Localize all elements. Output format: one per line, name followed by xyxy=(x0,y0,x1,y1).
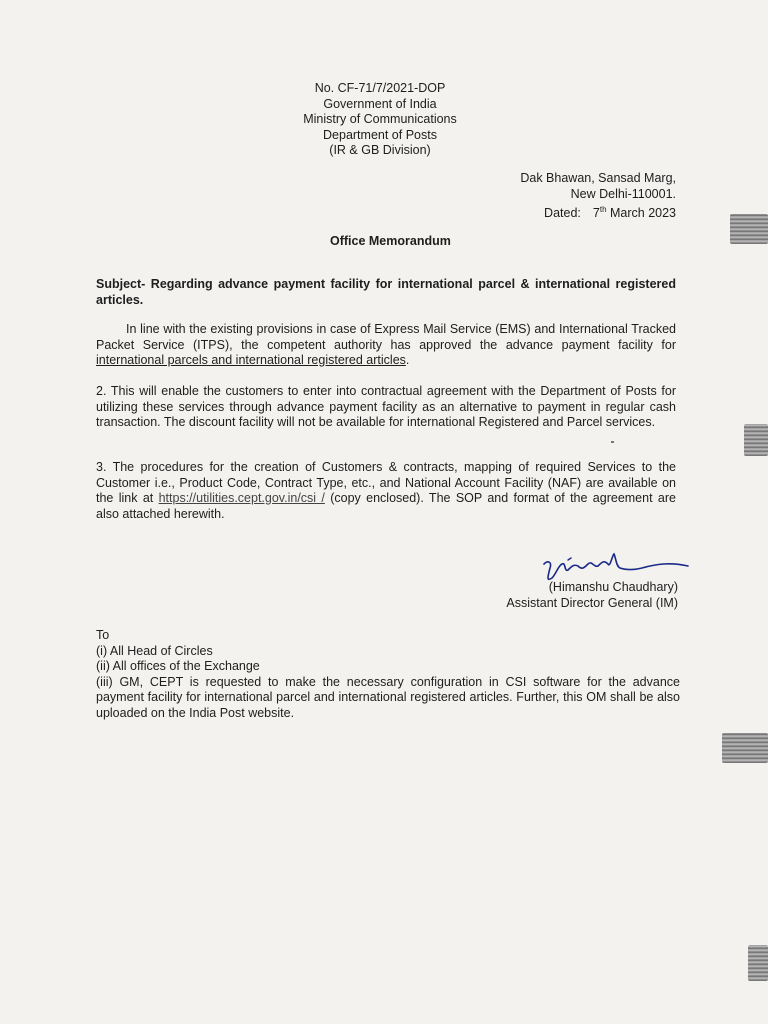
date-line xyxy=(520,202,676,222)
ministry-line: Ministry of Communications xyxy=(303,112,457,126)
subject-line: Subject- Regarding advance payment facility for international parcel & international registered articles. xyxy=(96,277,676,307)
paragraph-1-end: . xyxy=(405,353,410,367)
csi-link[interactable]: https://utilities.cept.gov.in/csi / xyxy=(158,491,325,505)
date-day: 7 xyxy=(592,206,600,221)
scan-speck xyxy=(611,441,614,443)
recipient-item: (i) All Head of Circles xyxy=(96,643,213,658)
signatory-name: (Himanshu Chaudhary) xyxy=(548,580,678,594)
signatory-designation: Assistant Director General (IM) xyxy=(506,595,678,610)
binding-mark xyxy=(748,945,768,981)
reference-number: No. CF-71/7/2021-DOP xyxy=(314,81,446,95)
paragraph-1 xyxy=(96,322,676,369)
paragraph-1-text: In line with the existing provisions in case of Express Mail Service (EMS) and International Tracked Packet Service (ITPS), the competent authority has approved the advance payment facility for xyxy=(96,322,676,352)
paragraph-2: 2. This will enable the customers to enter into contractual agreement with the Department of Posts for utilizing these services through advance payment facility as an alternative to payment in regular cash transaction. The discount facility will not be available for international Registered and Parcel services. xyxy=(96,384,676,429)
paragraph-3 xyxy=(96,460,676,522)
recipient-item: (ii) All offices of the Exchange xyxy=(96,659,260,673)
binding-mark xyxy=(730,214,768,244)
address-line-1: Dak Bhawan, Sansad Marg, xyxy=(520,171,676,185)
date-suffix: th xyxy=(599,205,607,214)
paragraph-3-end: (copy enclosed). The SOP and format of the agreement are also attached herewith. xyxy=(96,491,676,521)
signatory-block xyxy=(506,580,678,611)
paragraph-1-underlined: international parcels and international registered articles xyxy=(96,353,406,367)
address-line-2: New Delhi-110001. xyxy=(570,186,676,201)
division-line: (IR & GB Division) xyxy=(329,143,431,157)
department-line: Department of Posts xyxy=(323,127,437,142)
address-block xyxy=(520,171,676,222)
recipient-item: (iii) GM, CEPT is requested to make the necessary configuration in CSI software for the advance payment facility for international parcel and international registered articles. Further, this OM shall be also uploaded on the India Post website. xyxy=(96,674,680,720)
date-month-year: March 2023 xyxy=(606,206,676,221)
to-label: To xyxy=(96,628,110,642)
letterhead xyxy=(230,81,530,159)
dated-label: Dated: xyxy=(544,206,581,221)
paragraph-3-text: 3. The procedures for the creation of Customers & contracts, mapping of required Services to the Customer i.e., Product Code, Contract Type, etc., and National Account Facility (NAF) are available on the link at xyxy=(96,460,676,505)
memo-title: Office Memorandum xyxy=(330,234,451,248)
binding-mark xyxy=(722,733,768,763)
binding-mark xyxy=(744,424,768,456)
recipients-block xyxy=(96,628,680,721)
government-line: Government of India xyxy=(323,96,437,111)
